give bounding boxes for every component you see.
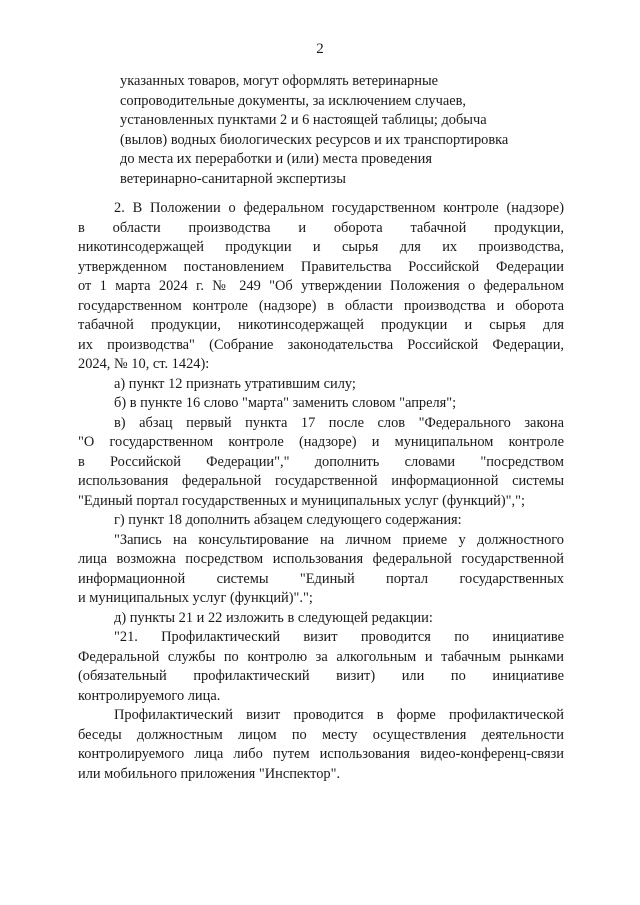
quote-line: сопроводительные документы, за исключением случаев, [120, 92, 467, 109]
body-line: Профилактический визит проводится в форме профилактической [114, 707, 564, 723]
body-line: в области производства и оборота табачной продукции, [78, 219, 564, 236]
body-line: утвержденном постановлением Правительства Российской Федерации [78, 258, 564, 275]
body-line: или мобильного приложения "Инспектор". [78, 765, 341, 782]
body-line: лица возможна посредством использования федеральной государственной [78, 551, 564, 567]
body-line: "О государственном контроле (надзоре) и муниципальном контроле [78, 434, 564, 450]
body-line: контролируемого лица. [78, 687, 221, 704]
body-line: д) пункты 21 и 22 изложить в следующей редакции: [114, 609, 433, 626]
quote-line: ветеринарно-санитарной экспертизы [120, 170, 346, 187]
body-line: беседы должностным лицом по месту осуществления деятельности [78, 726, 564, 743]
body-line: информационной системы "Единый портал государственных [78, 570, 564, 587]
body-line: "Запись на консультирование на личном приеме у должностного [114, 531, 564, 548]
body-line: б) в пункте 16 слово "марта" заменить словом "апреля"; [114, 395, 457, 411]
quote-line: до места их переработки и (или) места проведения [120, 151, 432, 168]
body-line: табачной продукции, никотинсодержащей продукции и сырья для [78, 317, 564, 333]
body-line: а) пункт 12 признать утратившим силу; [114, 375, 356, 392]
table-cell-continuation [120, 72, 520, 190]
body-line: в Российской Федерации"," дополнить словами "посредством [78, 453, 564, 470]
body-line: "Единый портал государственных и муниципальных услуг (функций)","; [78, 492, 526, 509]
body-line: контролируемого лица либо путем использования видео-конференц-связи [78, 746, 564, 762]
body-line: Федеральной службы по контролю за алкогольным и табачным рынками [78, 648, 564, 665]
body-line: использования федеральной государственной информационной системы [78, 473, 564, 489]
body-line: 2. В Положении о федеральном государственном контроле (надзоре) [114, 200, 564, 216]
body-line: государственном контроле (надзоре) в области производства и оборота [78, 297, 564, 314]
body-text [78, 199, 564, 784]
body-line: от 1 марта 2024 г. № 249 "Об утверждении Положения о федеральном [78, 278, 564, 294]
body-line: никотинсодержащей продукции и сырья для их производства, [78, 239, 564, 255]
page-number: 2 [316, 41, 324, 57]
quote-line: указанных товаров, могут оформлять ветеринарные [120, 73, 439, 89]
quote-line: установленных пунктами 2 и 6 настоящей таблицы; добыча [120, 112, 487, 129]
quote-line: (вылов) водных биологических ресурсов и их транспортировка [120, 131, 509, 148]
body-line: "21. Профилактический визит проводится по инициативе [114, 629, 564, 645]
body-line: г) пункт 18 дополнить абзацем следующего содержания: [114, 512, 462, 528]
body-line: и муниципальных услуг (функций)"."; [78, 590, 313, 606]
body-line: в) абзац первый пункта 17 после слов "Федерального закона [114, 414, 564, 431]
body-line: их производства" (Собрание законодательства Российской Федерации, [78, 336, 564, 353]
body-line: 2024, № 10, ст. 1424): [78, 356, 210, 372]
body-line: (обязательный профилактический визит) или по инициативе [78, 668, 564, 684]
